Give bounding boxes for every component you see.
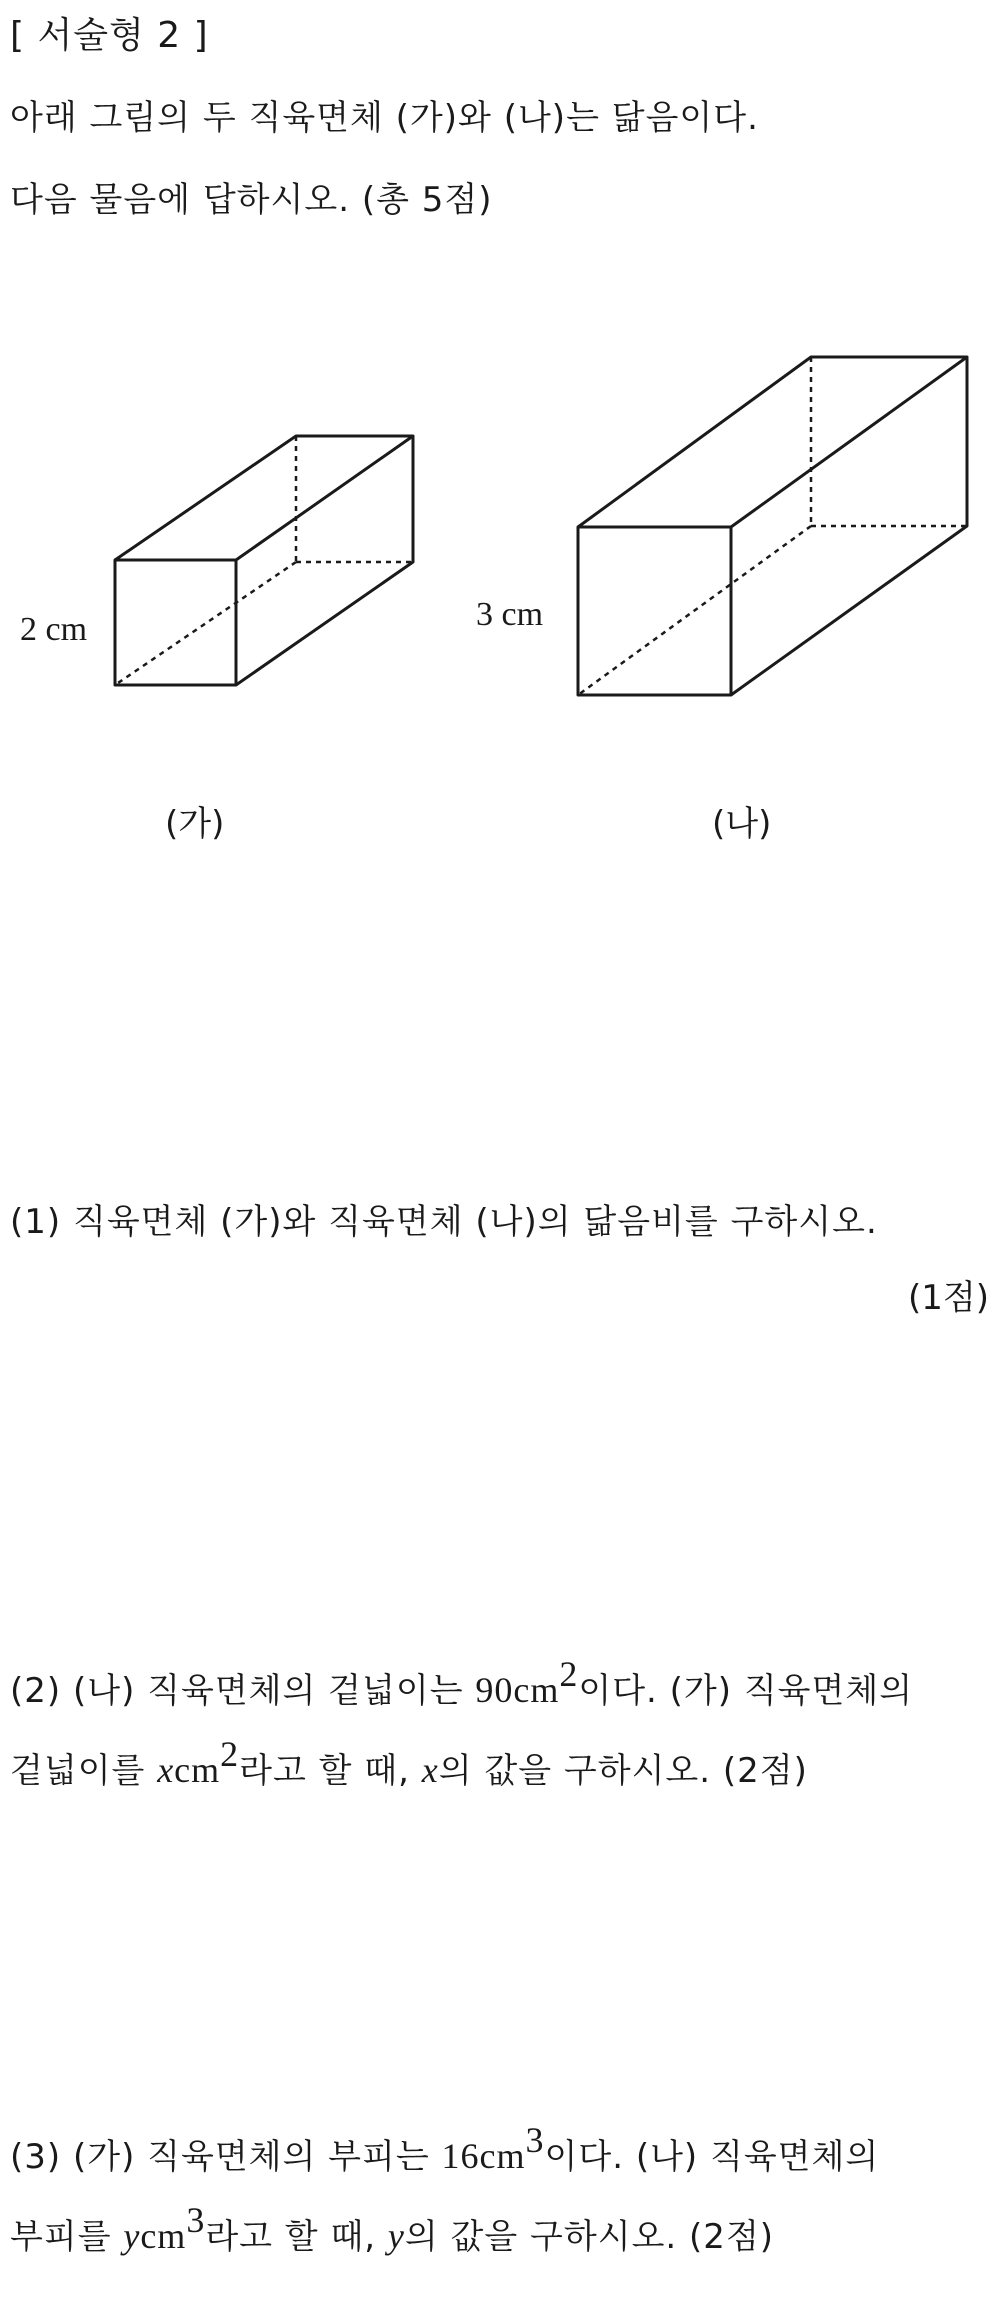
cuboid-a-right-edges xyxy=(236,436,413,685)
question-2-area-exponent: 2 xyxy=(559,1654,579,1694)
cuboid-b xyxy=(476,357,967,695)
question-2-variable-x: x xyxy=(157,1750,175,1790)
question-2-line-1-post: 이다. (가) 직육면체의 xyxy=(578,1671,914,1711)
cuboid-b-hidden-depth xyxy=(578,526,811,695)
question-3-line-1-post: 이다. (나) 직육면체의 xyxy=(544,2137,880,2177)
question-2-line-2-pre: 겉넓이를 xyxy=(10,1751,158,1791)
cuboid-b-front-face xyxy=(578,527,731,695)
question-3-y-unit: cm xyxy=(140,2216,187,2256)
question-3-line-2-mid: 라고 할 때, xyxy=(205,2217,388,2257)
cuboid-b-height-label: 3 cm xyxy=(476,596,544,633)
cuboid-a-height-label: 2 cm xyxy=(20,611,88,648)
question-2-x-exponent: 2 xyxy=(220,1734,240,1774)
intro-line-1: 아래 그림의 두 직육면체 (가)와 (나)는 닮음이다. xyxy=(10,98,759,138)
question-3-volume-unit: cm xyxy=(479,2136,526,2176)
question-2-line-2 xyxy=(10,1734,808,1793)
question-1-points: (1점) xyxy=(907,1278,989,1318)
question-2-line-1 xyxy=(10,1654,914,1713)
cuboid-a-hidden-depth xyxy=(115,562,296,685)
question-3-line-2-post: 의 값을 구하시오. (2점) xyxy=(404,2217,775,2257)
cuboid-a-caption: (가) xyxy=(165,804,225,844)
question-3-line-1 xyxy=(10,2120,880,2179)
question-2-x-unit: cm xyxy=(174,1750,221,1790)
cuboid-a-front-face xyxy=(115,560,236,685)
question-3-y-exponent: 3 xyxy=(186,2200,206,2240)
question-3-variable-y: y xyxy=(123,2216,141,2256)
question-3-volume-value: 16 xyxy=(441,2136,480,2176)
cuboid-b-top-edges xyxy=(578,357,967,527)
question-3-variable-y-2: y xyxy=(387,2216,405,2256)
question-2-area-unit: cm xyxy=(513,1670,560,1710)
question-2-line-2-post: 의 값을 구하시오. (2점) xyxy=(438,1751,808,1791)
intro-line-2: 다음 물음에 답하시오. (총 5점) xyxy=(10,180,493,220)
cuboid-figure xyxy=(0,330,999,890)
cuboid-b-caption: (나) xyxy=(712,804,772,844)
cuboid-a-top-edges xyxy=(115,436,413,560)
question-2-line-1-pre: (2) (나) 직육면체의 겉넓이는 xyxy=(10,1671,476,1711)
problem-header: [ 서술형 2 ] xyxy=(10,15,209,56)
question-2-variable-x-2: x xyxy=(421,1750,439,1790)
question-3-line-2 xyxy=(10,2200,775,2259)
question-3-volume-exponent: 3 xyxy=(525,2120,545,2160)
question-2-area-value: 90 xyxy=(475,1670,514,1710)
question-3-line-2-pre: 부피를 xyxy=(10,2217,124,2257)
question-1-text: (1) 직육면체 (가)와 직육면체 (나)의 닮음비를 구하시오. xyxy=(10,1202,878,1242)
question-2-line-2-mid: 라고 할 때, xyxy=(239,1751,422,1791)
question-3-line-1-pre: (3) (가) 직육면체의 부피는 xyxy=(10,2137,442,2177)
cuboid-a xyxy=(20,436,413,685)
